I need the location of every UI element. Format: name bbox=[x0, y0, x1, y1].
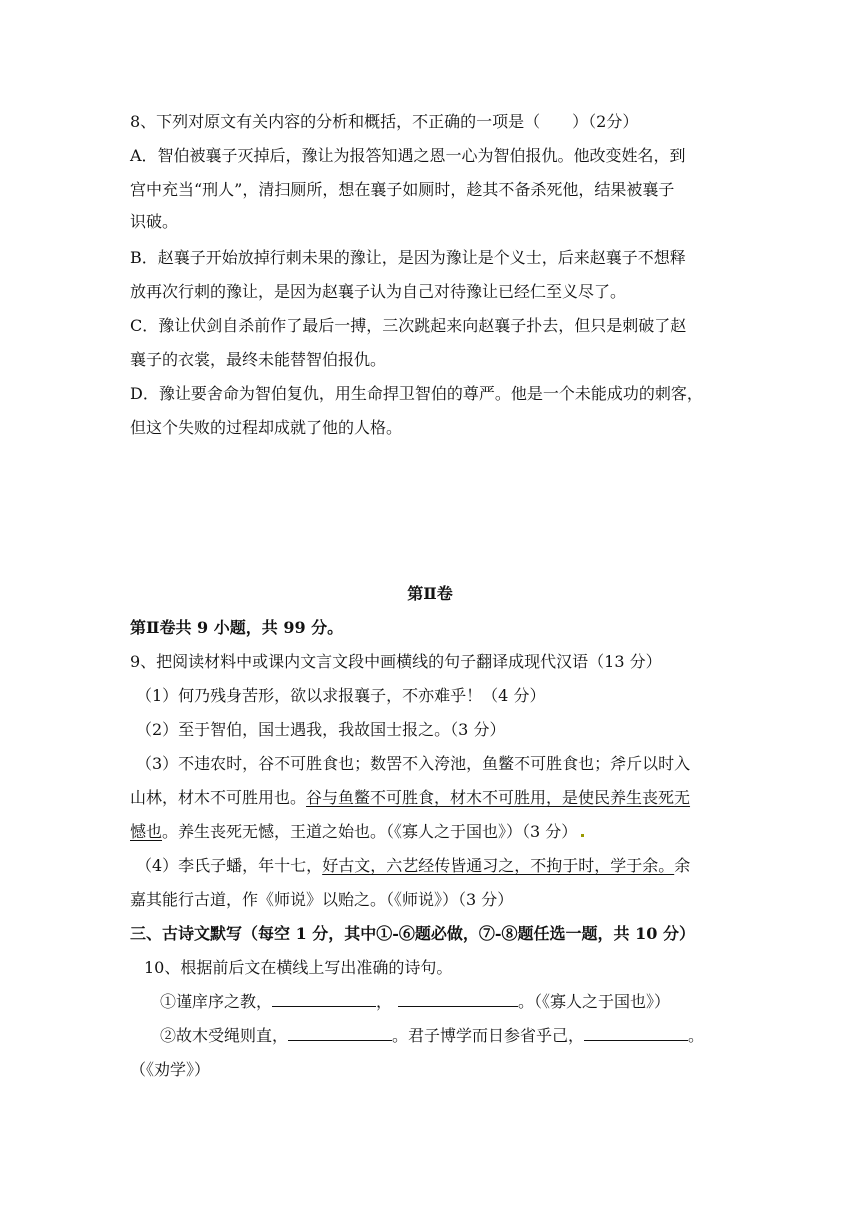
answer-blank-4[interactable] bbox=[584, 1026, 688, 1041]
q8-option-a-line3: 识破。 bbox=[130, 212, 179, 231]
q9-sentence-4-end: 余 bbox=[674, 856, 691, 875]
q8-option-b-line2: 放再次行刺的豫让，是因为赵襄子认为自己对待豫让已经仁至义尽了。 bbox=[130, 282, 627, 301]
q8-option-a-line2: 宫中充当“刑人”，清扫厕所，想在襄子如厕时，趁其不备杀死他，结果被襄子 bbox=[130, 180, 675, 199]
answer-blank-1[interactable] bbox=[272, 992, 376, 1007]
q9-sentence-4-underlined: 好古文，六艺经传皆通习之，不拘于时，学于余。 bbox=[322, 856, 675, 875]
q10-item-1 bbox=[160, 992, 670, 1012]
q8-option-c-line1: C．豫让伏剑自杀前作了最后一搏，三次跳起来向赵襄子扑去，但只是刺破了赵 bbox=[130, 316, 687, 335]
section-2-summary: 第Ⅱ卷共 9 小题，共 99 分。 bbox=[130, 618, 344, 637]
q9-sentence-3-tail: 。养生丧死无憾，王道之始也。（《寡人之于国也》）（3 分） bbox=[162, 822, 578, 841]
q9-sentence-3-plain: 山林，材木不可胜用也。 bbox=[130, 788, 307, 807]
q10-item-2 bbox=[160, 1026, 704, 1046]
q8-option-d-line2: 但这个失败的过程却成就了他的人格。 bbox=[130, 418, 403, 437]
q10-item-1-source: 。（《寡人之于国也》） bbox=[518, 992, 671, 1011]
section-3-title: 三、古诗文默写（每空 1 分，其中①-⑥题必做，⑦-⑧题任选一题，共 10 分） bbox=[130, 924, 695, 943]
q9-sentence-3-underlined: 谷与鱼鳖不可胜食，材木不可胜用，是使民养生丧死无 bbox=[306, 788, 691, 807]
q9-sentence-3-line1: （3）不违农时，谷不可胜食也；数罟不入洿池，鱼鳖不可胜食也；斧斤以时入 bbox=[136, 754, 691, 773]
q10-stem: 10、根据前后文在横线上写出准确的诗句。 bbox=[144, 958, 453, 977]
q9-sentence-4-line2: 嘉其能行古道，作《师说》以贻之。（《师说》）（3 分） bbox=[130, 890, 514, 909]
q8-option-a-line1: A．智伯被襄子灭掉后，豫让为报答知遇之恩一心为智伯报仇。他改变姓名，到 bbox=[130, 146, 686, 165]
q10-item-2-middle: 。君子博学而日参省乎己， bbox=[392, 1026, 585, 1045]
q10-item-1-prompt: ①谨庠序之教， bbox=[160, 992, 273, 1011]
q9-sentence-4-plain: （4）李氏子蟠，年十七， bbox=[136, 856, 323, 875]
answer-blank-2[interactable] bbox=[398, 992, 518, 1007]
q9-sentence-2: （2）至于智伯，国士遇我，我故国士报之。（3 分） bbox=[136, 720, 506, 739]
section-2-title: 第Ⅱ卷 bbox=[407, 584, 453, 603]
q9-sentence-3-underlined-end: 憾也 bbox=[130, 822, 163, 841]
q10-item-2-end: 。 bbox=[688, 1026, 705, 1045]
q8-stem: 8、下列对原文有关内容的分析和概括，不正确的一项是（ ）（2分） bbox=[130, 112, 639, 131]
q10-item-2-source: （《劝学》） bbox=[130, 1060, 211, 1079]
q9-sentence-4-line1 bbox=[136, 856, 690, 876]
q10-item-2-prompt: ②故木受绳则直， bbox=[160, 1026, 289, 1045]
q10-item-1-comma: ， bbox=[376, 992, 393, 1011]
q9-sentence-1: （1）何乃残身苦形，欲以求报襄子，不亦难乎！（4 分） bbox=[136, 686, 546, 705]
q8-option-c-line2: 襄子的衣裳，最终未能替智伯报仇。 bbox=[130, 350, 387, 369]
q9-sentence-3-line3 bbox=[130, 822, 584, 842]
q8-option-d-line1: D．豫让要舍命为智伯复仇，用生命捍卫智伯的尊严。他是一个未能成功的刺客， bbox=[130, 384, 703, 403]
answer-blank-3[interactable] bbox=[288, 1026, 392, 1041]
q9-sentence-3-line2 bbox=[130, 788, 690, 808]
stray-dot-mark bbox=[581, 834, 584, 837]
q9-stem: 9、把阅读材料中或课内文言文段中画横线的句子翻译成现代汉语（13 分） bbox=[130, 652, 662, 671]
q8-option-b-line1: B．赵襄子开始放掉行刺未果的豫让，是因为豫让是个义士，后来赵襄子不想释 bbox=[130, 248, 686, 267]
